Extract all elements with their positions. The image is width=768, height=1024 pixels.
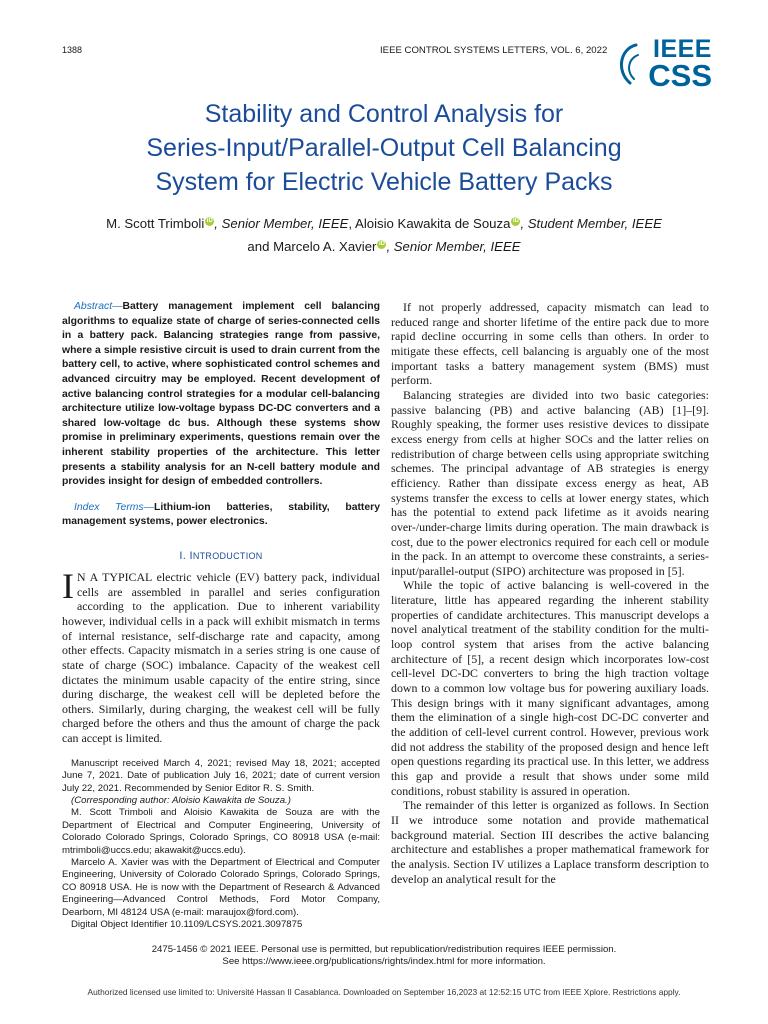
- drop-cap: I: [62, 565, 74, 606]
- author-membership: , Senior Member, IEEE: [386, 239, 521, 254]
- title-line: Series-Input/Parallel-Output Cell Balancing: [146, 134, 622, 162]
- copyright-line: See https://www.ieee.org/publications/rights/index.html for more information.: [222, 956, 546, 967]
- author-list: [60, 212, 708, 258]
- author-membership: , Senior Member, IEEE: [214, 216, 349, 231]
- author-membership: , Student Member, IEEE: [520, 216, 662, 231]
- page-number: 1388: [62, 45, 83, 55]
- author-name: and Marcelo A. Xavier: [247, 239, 377, 254]
- left-column: [62, 300, 380, 931]
- author-name: M. Scott Trimboli: [106, 216, 205, 231]
- body-paragraph: The remainder of this letter is organized as follows. In Section II we introduce some notation and provide mathematical background material. Section III describes the active balancing architecture and establishes a proper mathematical framework for the analysis. Section IV utilizes a Laplace transform description to develop an analytical result for the: [391, 798, 709, 886]
- footnote-corresponding: (Corresponding author: Aloisio Kawakita de Souza.): [71, 795, 291, 806]
- journal-reference: IEEE CONTROL SYSTEMS LETTERS, VOL. 6, 2022: [380, 45, 608, 56]
- section-name: NTRODUCTION: [192, 550, 263, 561]
- index-terms: [62, 501, 380, 530]
- orcid-icon[interactable]: iD: [512, 218, 519, 224]
- intro-text: N A TYPICAL electric vehicle (EV) battery pack, individual cells are assembled in parallel and series configuration according to the application. Due to inherent variability however, individual cells in a pack will exhibit mismatch in terms of internal resistance, self-discharge rate and capacity, among other effects. Capacity mismatch in a series string is one cause of state of charge (SOC) imbalance. Capacity of the weakest cell dictates the minimum usable capacity of the entire string, since during discharge, the weakest cell will be depleted before the others. Similarly, during charging, the weakest cell will be fully charged before the others and thus the amount of charge the pack can accept is limited.: [62, 569, 380, 746]
- abstract-label: Abstract—: [74, 301, 123, 312]
- section-number: I. I: [179, 549, 193, 562]
- logo-css-text: CSS: [648, 58, 712, 93]
- section-heading-introduction: [62, 550, 380, 562]
- body-paragraph: While the topic of active balancing is well-covered in the literature, little has appeared regarding the inherent stability properties of candidate architectures. This manuscript develops a novel analytical treatment of the stability condition for the multi-loop control system that arises from the active balancing architecture of [5], a recent design which incorporates low-cost cell-level DC-DC converters to bring the high traction voltage down to a common low voltage bus for powering auxiliary loads. This design brings with it many significant advantages, among them the elimination of a single high-cost DC-DC converter and the addition of cell-level current control. However, previous work did not address the stability of the proposed design and hence left open questions regarding its practical use. In this letter, we address this gap and provide a result that shows under some mild conditions, robust stability is assured in operation.: [391, 578, 709, 798]
- orcid-icon[interactable]: iD: [206, 218, 213, 224]
- ieee-css-logo: [612, 37, 712, 91]
- logo-arc-icon: [612, 41, 640, 85]
- footnote-doi: Digital Object Identifier 10.1109/LCSYS.2021.3097875: [71, 919, 303, 931]
- author-row: [60, 212, 708, 235]
- index-terms-text: Lithium-ion batteries, stability, battery management systems, power electronics.: [62, 501, 380, 528]
- right-column: [391, 300, 709, 886]
- footnotes: [62, 758, 380, 932]
- footnote-affiliation: Marcelo A. Xavier was with the Department of Electrical and Computer Engineering, University of Colorado Colorado Springs, Colorado Springs, CO 80918 USA. He is now with the Department of Research & Advanced Engineering—Advanced Control Methods, Ford Motor Company, Dearborn, MI 48124 USA (e-mail: maraujox@ford.com).: [62, 857, 380, 918]
- logo-ieee-text: IEEE: [653, 35, 712, 63]
- footnote-manuscript: Manuscript received March 4, 2021; revised May 18, 2021; accepted June 7, 2021. Date of publication July 16, 2021; date of current version July 22, 2021. Recommended by Senior Editor R. S. Smith.: [62, 757, 380, 794]
- abstract-text: Battery management implement cell balancing algorithms to equalize state of charge of series-connected cells in a battery pack. Balancing strategies range from passive, where a simple resistive circuit is used to drain current from the battery cell, to active, where sophisticated control schemes and advanced circuitry may be employed. Recent development of active balancing control strategies for a modular cell-balancing architecture utilize low-voltage bypass DC-DC converters and a shared low-voltage dc bus. Although these systems show promise in preliminary experiments, questions remain over the inherent stability properties of the architecture. This letter presents a stability analysis for an N-cell battery module and provides insight for design of embedded controllers.: [62, 301, 380, 488]
- copyright-notice: [60, 944, 708, 968]
- author-row: [60, 235, 708, 258]
- title-line: Stability and Control Analysis for: [204, 100, 564, 128]
- body-paragraph: Balancing strategies are divided into two basic categories: passive balancing (PB) and active balancing (AB) [1]–[9]. Roughly speaking, the former uses resistive devices to dissipate excess energy from cells at higher SOCs and the latter relies on redistribution of charge between cells using appropriate switching schemes. The principal advantage of AB strategies is energy efficiency. Rather than dissipate excess energy as heat, AB systems transfer the excess to cells at lower energy states, which has the potential to extend pack lifetime as it avoids nearing over-/under-charge limits during operation. The main drawback is cost, due to the power electronics required for each cell or module in the pack. In an attempt to overcome these constraints, a series-input/parallel-output (SIPO) architecture was proposed in [5].: [391, 387, 709, 578]
- author-name: , Aloisio Kawakita de Souza: [348, 216, 511, 231]
- title-line: System for Electric Vehicle Battery Packs: [155, 168, 613, 196]
- footnote-affiliation: M. Scott Trimboli and Aloisio Kawakita de Souza are with the Department of Electrical and Computer Engineering, University of Colorado Colorado Springs, Colorado Springs, CO 80918 USA (e-mail: mtrimboli@uccs.edu; akawakit@uccs.edu).: [62, 807, 380, 856]
- copyright-line: 2475-1456 © 2021 IEEE. Personal use is permitted, but republication/redistribution requires IEEE permission.: [151, 944, 617, 955]
- index-terms-label: Index Terms—: [74, 501, 155, 513]
- license-notice: Authorized licensed use limited to: Université Hassan II Casablanca. Downloaded on September 16,2023 at 12:52:15 UTC from IEEE Xplore. Restrictions apply.: [87, 987, 681, 997]
- body-paragraph: If not properly addressed, capacity mismatch can lead to reduced range and shorter lifetime of the entire pack due to more rapid decline occurring in some cells than others. In order to mitigate these effects, cell balancing is arguably one of the most important tasks a battery management system (BMS) must perform.: [391, 300, 709, 388]
- intro-paragraph: [62, 565, 380, 746]
- abstract: [62, 300, 380, 490]
- orcid-icon[interactable]: iD: [378, 241, 385, 247]
- paper-title: [60, 97, 708, 199]
